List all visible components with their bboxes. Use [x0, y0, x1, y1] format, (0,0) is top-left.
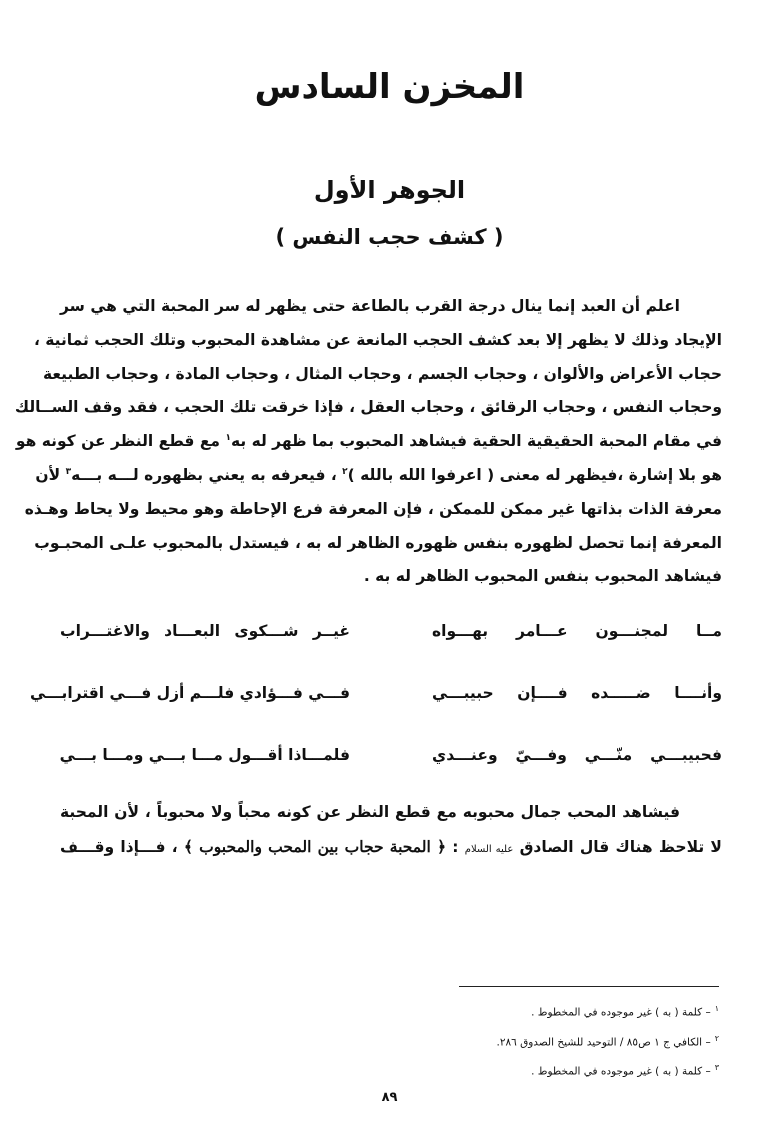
paragraph-line: فيشاهد المحبوب بنفس المحبوب الظاهر له به . [363, 567, 722, 586]
footnote [299, 1055, 719, 1085]
verse [60, 742, 722, 804]
verse-second-hemistich: غيــر شـــكوى البعـــاد والاغتـــراب [60, 622, 350, 640]
verse [60, 618, 722, 680]
verse-first-hemistich: وأنــــا ضـــــده فــــإن حبيبـــي [432, 684, 722, 702]
verse [29, 680, 722, 742]
footnote-number: ٢ [714, 1033, 719, 1043]
paragraph-line: المعرفة إنما تحصل لظهوره بنفس ظهوره الظاهر له به ، فيستدل بالمحبوب علـى المحبـوب [34, 533, 722, 552]
paragraph-line: اعلم أن العبد إنما ينال درجة القرب بالطاعة حتى يظهر له سر المحبة التي هي سر [60, 297, 680, 315]
paragraph-line [15, 425, 722, 459]
page-number: ٨٩ [381, 1090, 398, 1105]
poem [29, 618, 722, 804]
paragraph-line-text: لا تلاحظ هناك قال الصادق [519, 837, 722, 856]
paragraph-line: وحجاب النفس ، وحجاب الرقائق ، وحجاب العقل ، فإذا خرقت تلك الحجب ، فقد وقف الســالك [14, 398, 722, 417]
footnote-text: – كلمة ( به ) غير موجوده في المخطوط . [531, 1006, 711, 1019]
section-subtitle: ( كشف حجب النفس ) [275, 225, 504, 249]
footnote-text: – الكافي ج ١ ص٨٥ / التوحيد للشيخ الصدوق ٢٨٦. [496, 1036, 711, 1048]
footnote-number: ١ [714, 1004, 719, 1013]
footnote-marker: ١ [225, 433, 231, 444]
verse-first-hemistich: مــا لمجنـــون عـــامر بهـــواه [432, 622, 722, 640]
footnote-text: – كلمة ( به ) غير موجوده في المخطوط . [531, 1065, 711, 1078]
paragraph-1 [14, 290, 722, 594]
paragraph-line-text: ، فيعرفه به يعني بظهوره لـــه بـــه [71, 465, 337, 484]
paragraph-line [35, 459, 722, 493]
paragraph-line-text: في مقام المحبة الحقيقية الحقية فيشاهد المحبوب بما ظهر له به [230, 432, 722, 451]
paragraph-line: معرفة الذات بذاتها غير ممكن للممكن ، فإن المعرفة فرع الإحاطة وهو محيط ولا يحاط وهـذه [24, 499, 722, 518]
paragraph-line-text: لأن [35, 465, 61, 484]
paragraph-line-text: هو بلا إشارة ،فيظهر له معنى ( اعرفوا الله بالله ) [347, 465, 722, 484]
honorific-glyph: عليه السلام [464, 843, 514, 855]
quoted-hadith: ﴿ المحبة حجاب بين المحب والمحبوب ﴾ [183, 836, 447, 856]
verse-first-hemistich: فحبيبـــي منّـــي وفـــيّ وعنـــدي [432, 746, 722, 764]
chapter-title: المخزن السادس [254, 67, 525, 107]
footnotes [299, 996, 719, 1085]
paragraph-2 [60, 796, 722, 864]
paragraph-line: الإيجاد وذلك لا يظهر إلا بعد كشف الحجب المانعة عن مشاهدة المحبوب وتلك الحجب ثمانية ، [33, 330, 722, 349]
paragraph-line: حجاب الأعراض والألوان ، وحجاب الجسم ، وحجاب المثال ، وحجاب المادة ، وحجاب الطبيعة [43, 364, 722, 383]
paragraph-line-text: ، فـــإذا وقـــف [60, 837, 178, 856]
verse-second-hemistich: فلمـــاذا أقـــول مـــا بـــي ومـــا بـــي [59, 746, 350, 764]
footnote-number: ٣ [714, 1063, 719, 1072]
paragraph-line-text: مع قطع النظر عن كونه هو [15, 432, 221, 451]
footnote-marker: ٢ [342, 466, 348, 477]
footnote-divider [459, 986, 719, 987]
verse-second-hemistich: فـــي فـــؤادي فلـــم أزل فـــي اقترابـــي [29, 684, 350, 702]
footnote-marker: ٣ [65, 466, 72, 477]
paragraph-line: فيشاهد المحب جمال محبوبه مع قطع النظر عن كونه محباً ولا محبوباً ، لأن المحبة [60, 803, 680, 821]
section-title: الجوهر الأول [313, 176, 466, 204]
paragraph-line: لا تلاحظ هناك قال الصادق عليه السلام : ﴿ المحبة حجاب بين المحب والمحبوب ﴾ ، فـــإذا وقـــف [60, 836, 722, 856]
footnote [299, 996, 719, 1026]
footnote [299, 1026, 719, 1056]
